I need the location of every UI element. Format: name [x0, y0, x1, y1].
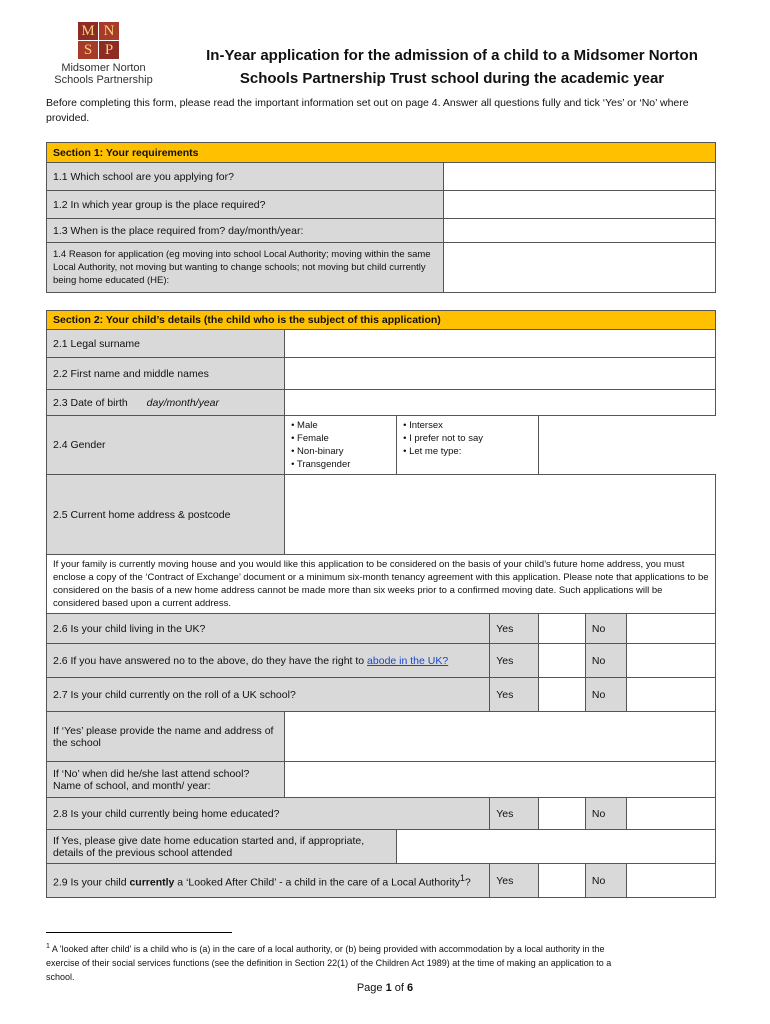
q2-9-yes-label: Yes: [490, 864, 539, 898]
q2-6-label: 2.6 Is your child living in the UK?: [47, 614, 490, 644]
gender-transgender[interactable]: • Transgender: [291, 458, 390, 471]
date-hint: day/month/year: [146, 396, 220, 409]
page-title: In-Year application for the admission of a child to a Midsomer Norton Schools Partnership Trust school during the academic year: [206, 47, 698, 87]
gender-male[interactable]: • Male: [291, 419, 390, 432]
q2-5-input[interactable]: [285, 475, 716, 555]
logo-letter-grid: [78, 22, 161, 59]
q2-9-label: 2.9 Is your child currently a ‘Looked After Child’ - a child in the care of a Local Authority$^1$?: [47, 864, 490, 898]
q2-6-yes-label: Yes: [490, 614, 539, 644]
footnote-divider: [46, 932, 232, 933]
q2-9-yes-box[interactable]: [538, 864, 585, 898]
q2-3-input[interactable]: [285, 390, 716, 416]
q2-7-no-detail-input[interactable]: [285, 762, 716, 798]
q2-3-label: 2.3 Date of birth day/month/year: [47, 390, 285, 416]
q2-4-label: 2.4 Gender: [47, 416, 285, 475]
q1-4-input[interactable]: [444, 243, 716, 293]
q2-6b-no-label: No: [585, 644, 626, 678]
q1-3-label: 1.3 When is the place required from? day/month/year:: [47, 219, 444, 243]
q2-6b-label: 2.6 If you have answered no to the above, do they have the right to abode in the UK?: [47, 644, 490, 678]
q2-9-no-label: No: [585, 864, 626, 898]
q1-2-label: 1.2 In which year group is the place required?: [47, 191, 444, 219]
q2-6b-no-box[interactable]: [626, 644, 715, 678]
q2-1-label: 2.1 Legal surname: [47, 330, 285, 358]
footnote-ref: 1: [460, 872, 465, 883]
q2-8-no-box[interactable]: [626, 798, 715, 830]
q1-1-input[interactable]: [444, 163, 716, 191]
section1-table: [46, 142, 716, 293]
q2-9-no-box[interactable]: [626, 864, 715, 898]
q2-8-yes-box[interactable]: [538, 798, 585, 830]
gender-let-me-type[interactable]: • Let me type:: [403, 445, 532, 458]
q2-6b-yes-label: Yes: [490, 644, 539, 678]
q2-8-yes-label: Yes: [490, 798, 539, 830]
q2-7-yes-detail-input[interactable]: [285, 712, 716, 762]
q2-7-label: 2.7 Is your child currently on the roll of a UK school?: [47, 678, 490, 712]
q1-3-input[interactable]: [444, 219, 716, 243]
q2-1-input[interactable]: [285, 330, 716, 358]
gender-intersex[interactable]: • Intersex: [403, 419, 532, 432]
gender-non-binary[interactable]: • Non-binary: [291, 445, 390, 458]
footnote: $^1$ A 'looked after child' is a child who is (a) in the care of a local authority, or (b) being provided with accommodation by a local authority in the exercise of their social services functions (see the definition in Section 22(1) of the Children Act 1989) at the time of making an application to a school.: [46, 943, 612, 982]
q2-7-yes-box[interactable]: [538, 678, 585, 712]
q2-8-label: 2.8 Is your child currently being home educated?: [47, 798, 490, 830]
logo-letter: P: [99, 41, 119, 59]
q2-6-no-box[interactable]: [626, 614, 715, 644]
section2-header: Section 2: Your child’s details (the child who is the subject of this application): [47, 311, 716, 330]
mnsp-logo: [46, 22, 161, 86]
q2-8-no-label: No: [585, 798, 626, 830]
q2-6b-yes-box[interactable]: [538, 644, 585, 678]
section2-table: [46, 310, 716, 898]
logo-text: Midsomer Norton Schools Partnership: [54, 62, 153, 86]
q2-7-no-detail-label: If ‘No’ when did he/she last attend school? Name of school, and month/ year:: [47, 762, 285, 798]
logo-letter: S: [78, 41, 98, 59]
abode-link[interactable]: abode in the UK?: [367, 654, 449, 667]
moving-house-note: If your family is currently moving house and you would like this application to be considered on the basis of your child’s future home address, you must enclose a copy of the ‘Contract of Exchange’ document or a minimum six-month tenancy agreement with this application. Please note that applications to be considered on the basis of a new home address cannot be made more than six weeks prior to a confirmed moving date. Such applications will be considered based upon a current address.: [47, 555, 716, 614]
q2-8-detail-label: If Yes, please give date home education started and, if appropriate, details of the previous school attended: [47, 830, 397, 864]
q2-6-no-label: No: [585, 614, 626, 644]
q1-4-label: 1.4 Reason for application (eg moving into school Local Authority; moving within the same Local Authority, not moving but wanting to change schools; not moving but child currently being home educated (HE):: [47, 243, 444, 293]
logo-letter: M: [78, 22, 98, 40]
gender-type-input[interactable]: [538, 416, 715, 475]
q2-8-detail-input[interactable]: [397, 830, 716, 864]
q2-7-no-box[interactable]: [626, 678, 715, 712]
q2-7-yes-label: Yes: [490, 678, 539, 712]
gender-female[interactable]: • Female: [291, 432, 390, 445]
q2-7-no-label: No: [585, 678, 626, 712]
section1-header: Section 1: Your requirements: [47, 143, 716, 163]
gender-prefer-not[interactable]: • I prefer not to say: [403, 432, 532, 445]
logo-letter: N: [99, 22, 119, 40]
q2-2-label: 2.2 First name and middle names: [47, 358, 285, 390]
q2-7-yes-detail-label: If ‘Yes’ please provide the name and address of the school: [47, 712, 285, 762]
q1-2-input[interactable]: [444, 191, 716, 219]
q1-1-label: 1.1 Which school are you applying for?: [47, 163, 444, 191]
intro-text: Before completing this form, please read the important information set out on page 4. Answer all questions fully and tick ‘Yes’ or ‘No’ where provided.: [46, 97, 689, 124]
page-number: Page 1 of 6: [356, 982, 414, 994]
gender-options-2: [397, 416, 539, 475]
q2-2-input[interactable]: [285, 358, 716, 390]
gender-options-1: [285, 416, 397, 475]
q2-6-yes-box[interactable]: [538, 614, 585, 644]
q2-5-label: 2.5 Current home address & postcode: [47, 475, 285, 555]
